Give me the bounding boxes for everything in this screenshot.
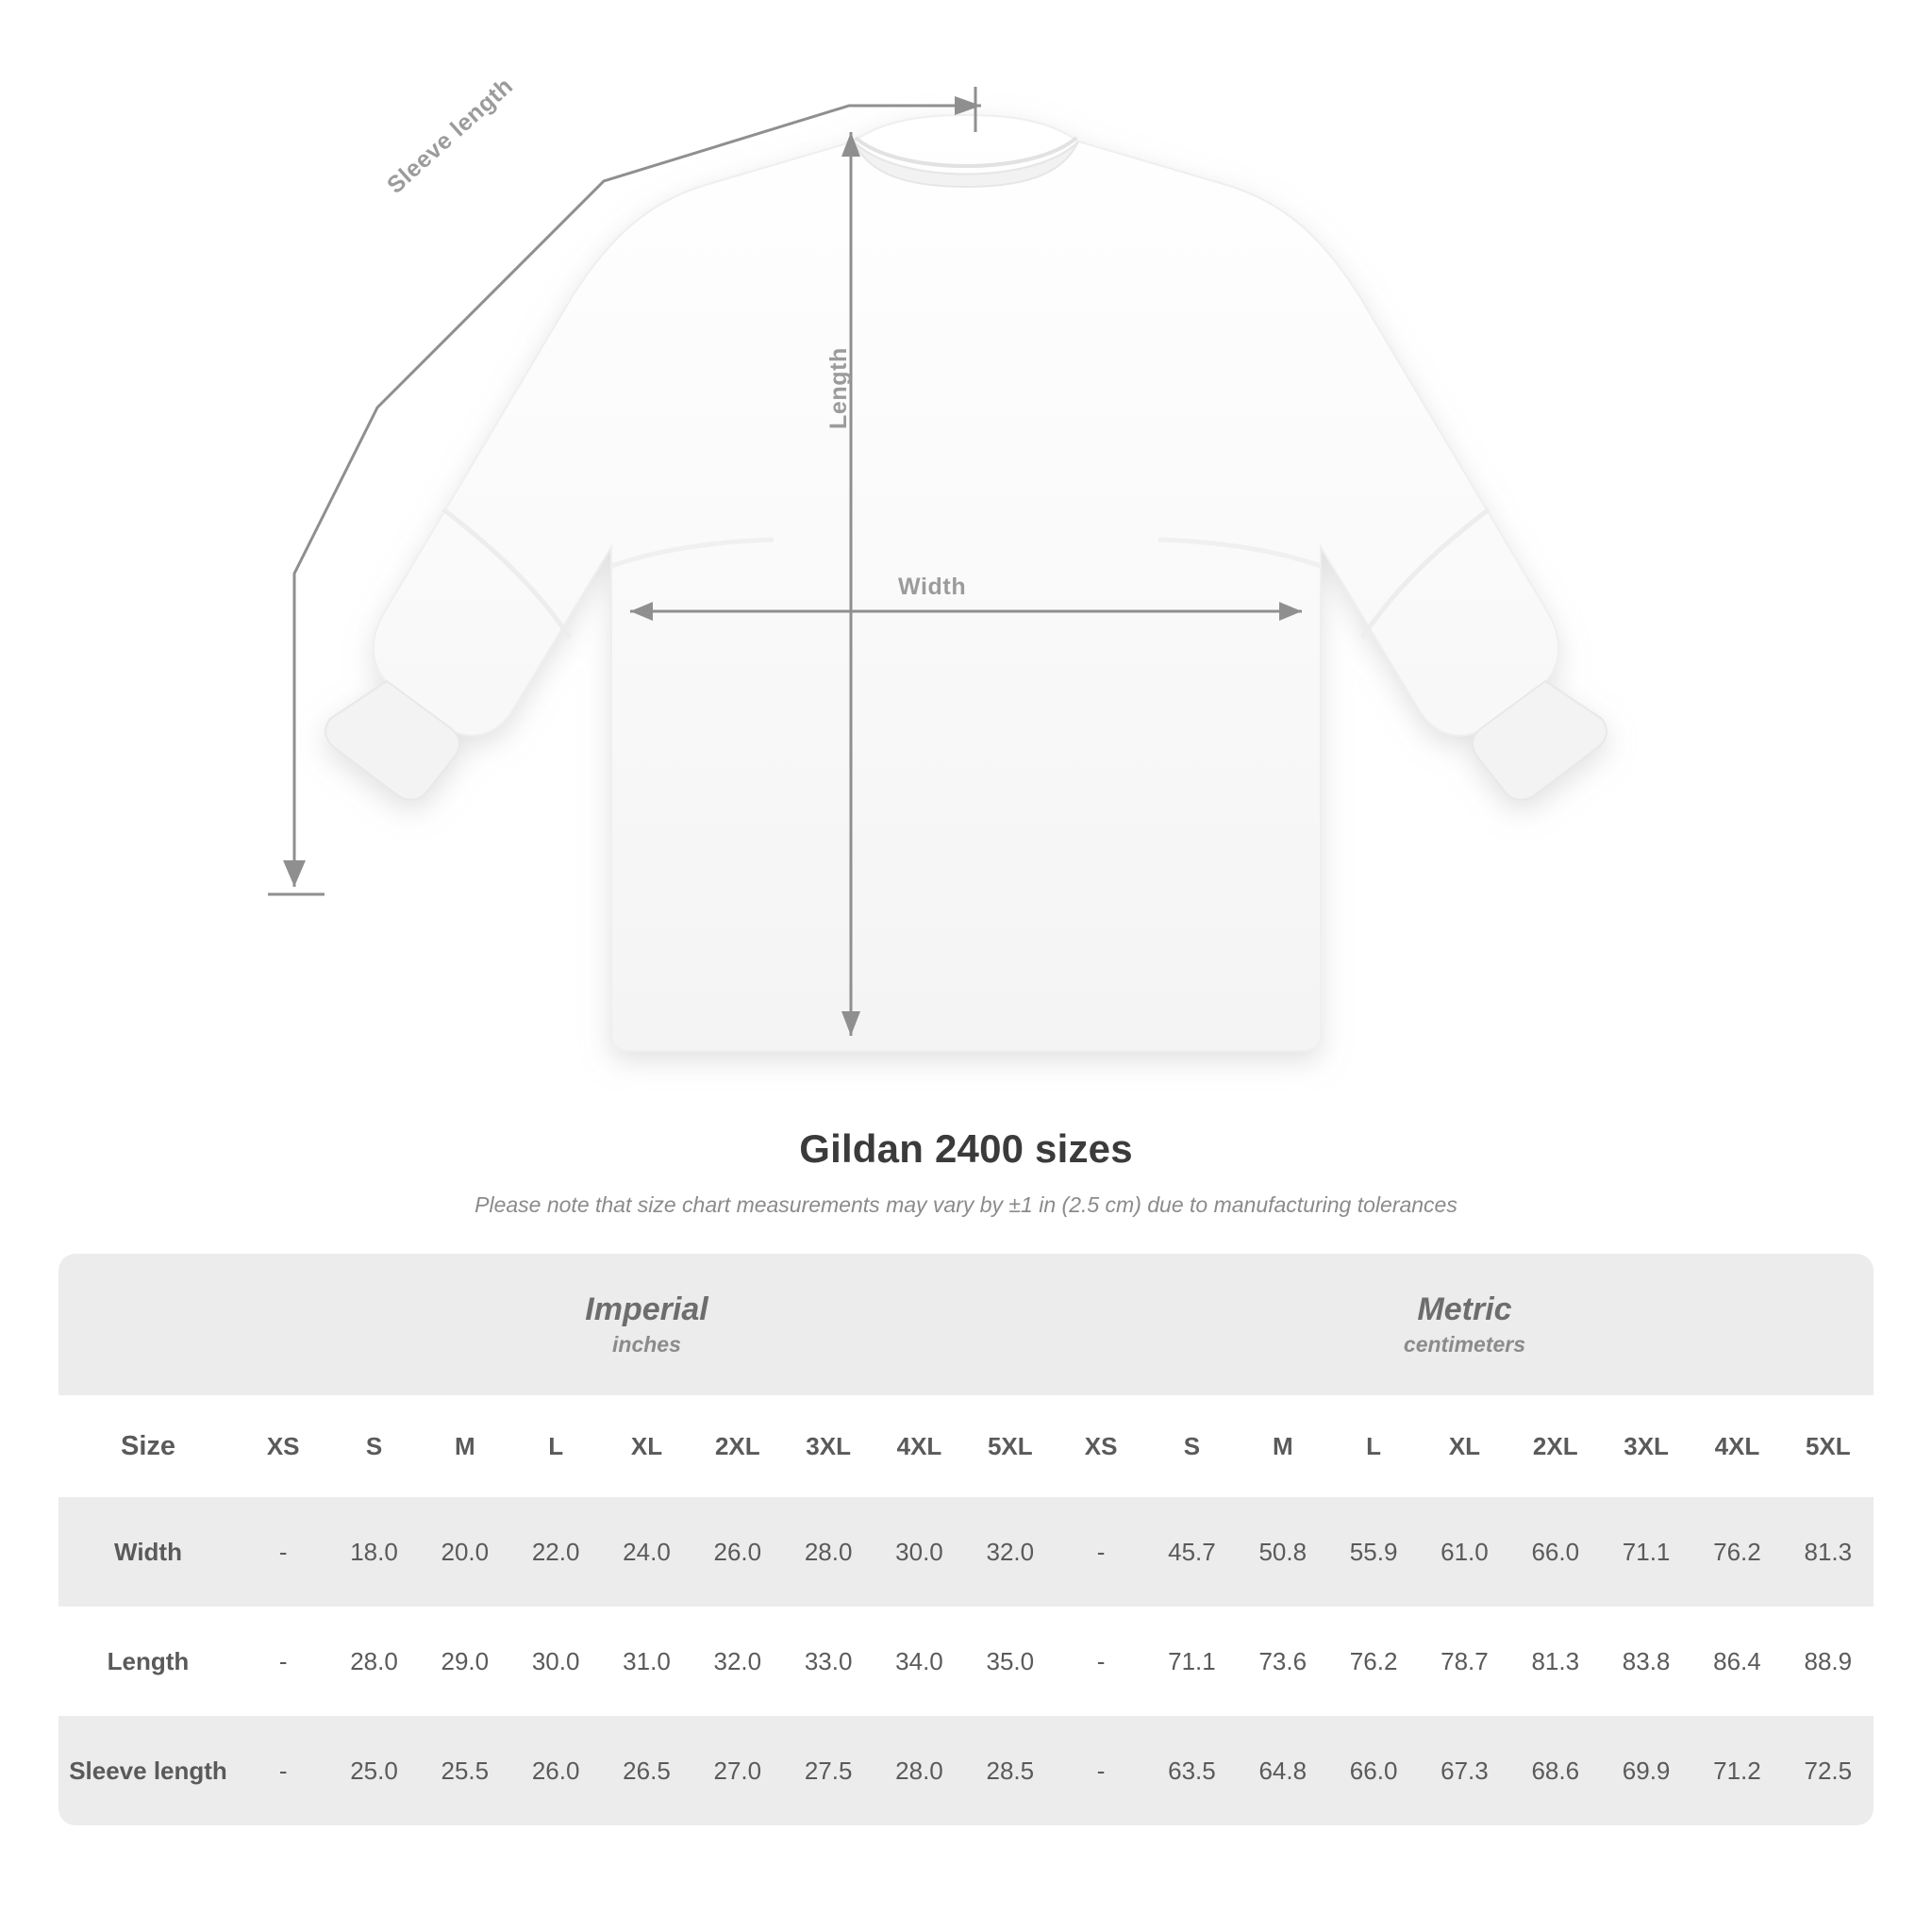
page-title: Gildan 2400 sizes [799, 1126, 1133, 1171]
cell-length-metric-xl: 78.7 [1419, 1607, 1509, 1716]
cell-length-imperial-xs: - [238, 1607, 328, 1716]
table-row [58, 1607, 1874, 1716]
col-header-metric-3xl: 3XL [1601, 1395, 1691, 1497]
cell-length-metric-2xl: 81.3 [1510, 1607, 1601, 1716]
cell-width-imperial-4xl: 30.0 [874, 1497, 964, 1607]
cell-sleeve-imperial-2xl: 27.0 [692, 1716, 783, 1825]
cell-width-metric-xs: - [1056, 1497, 1146, 1607]
col-header-imperial-2xl: 2XL [692, 1395, 783, 1497]
cell-width-metric-3xl: 71.1 [1601, 1497, 1691, 1607]
table-row [58, 1497, 1874, 1607]
cell-length-imperial-s: 28.0 [328, 1607, 419, 1716]
cell-width-imperial-l: 22.0 [510, 1497, 601, 1607]
col-header-metric-4xl: 4XL [1691, 1395, 1782, 1497]
cell-length-metric-3xl: 83.8 [1601, 1607, 1691, 1716]
imperial-sub: inches [612, 1332, 681, 1357]
cell-sleeve-metric-l: 66.0 [1328, 1716, 1419, 1825]
cell-sleeve-metric-m: 64.8 [1238, 1716, 1328, 1825]
length-dimension-label: Length [825, 347, 852, 429]
cell-length-metric-xs: - [1056, 1607, 1146, 1716]
cell-sleeve-imperial-xl: 26.5 [601, 1716, 691, 1825]
cell-width-metric-2xl: 66.0 [1510, 1497, 1601, 1607]
cell-length-metric-s: 71.1 [1146, 1607, 1237, 1716]
col-header-imperial-xl: XL [601, 1395, 691, 1497]
row-label-width: Width [58, 1497, 238, 1607]
cell-width-imperial-5xl: 32.0 [965, 1497, 1056, 1607]
cell-width-imperial-3xl: 28.0 [783, 1497, 874, 1607]
cell-sleeve-metric-3xl: 69.9 [1601, 1716, 1691, 1825]
size-header-row [58, 1395, 1874, 1497]
unit-header-imperial [238, 1254, 1056, 1395]
col-header-imperial-5xl: 5XL [965, 1395, 1056, 1497]
cell-sleeve-imperial-3xl: 27.5 [783, 1716, 874, 1825]
table-row [58, 1716, 1874, 1825]
cell-length-metric-4xl: 86.4 [1691, 1607, 1782, 1716]
col-header-imperial-s: S [328, 1395, 419, 1497]
cell-width-imperial-m: 20.0 [420, 1497, 510, 1607]
cell-width-metric-4xl: 76.2 [1691, 1497, 1782, 1607]
cell-sleeve-metric-4xl: 71.2 [1691, 1716, 1782, 1825]
size-column-header: Size [58, 1395, 238, 1497]
cell-length-metric-l: 76.2 [1328, 1607, 1419, 1716]
col-header-metric-s: S [1146, 1395, 1237, 1497]
cell-length-imperial-5xl: 35.0 [965, 1607, 1056, 1716]
unit-header-row [58, 1254, 1874, 1395]
metric-name: Metric [1417, 1291, 1512, 1327]
row-label-length: Length [58, 1607, 238, 1716]
cell-width-imperial-s: 18.0 [328, 1497, 419, 1607]
col-header-metric-l: L [1328, 1395, 1419, 1497]
metric-sub: centimeters [1403, 1332, 1526, 1357]
unit-header-spacer [58, 1254, 238, 1395]
col-header-metric-m: M [1238, 1395, 1328, 1497]
cell-sleeve-imperial-xs: - [238, 1716, 328, 1825]
col-header-imperial-4xl: 4XL [874, 1395, 964, 1497]
row-label-sleeve-length: Sleeve length [58, 1716, 238, 1825]
tolerance-note: Please note that size chart measurements may vary by ±1 in (2.5 cm) due to manufacturing tolerances [475, 1192, 1457, 1217]
col-header-imperial-3xl: 3XL [783, 1395, 874, 1497]
col-header-metric-5xl: 5XL [1783, 1395, 1874, 1497]
col-header-metric-2xl: 2XL [1510, 1395, 1601, 1497]
col-header-metric-xl: XL [1419, 1395, 1509, 1497]
cell-width-metric-m: 50.8 [1238, 1497, 1328, 1607]
col-header-imperial-l: L [510, 1395, 601, 1497]
unit-header-metric [1056, 1254, 1874, 1395]
cell-length-imperial-2xl: 32.0 [692, 1607, 783, 1716]
col-header-imperial-m: M [420, 1395, 510, 1497]
cell-sleeve-imperial-m: 25.5 [420, 1716, 510, 1825]
col-header-metric-xs: XS [1056, 1395, 1146, 1497]
title-block [0, 1126, 1932, 1218]
cell-width-metric-s: 45.7 [1146, 1497, 1237, 1607]
cell-width-imperial-2xl: 26.0 [692, 1497, 783, 1607]
cell-sleeve-imperial-l: 26.0 [510, 1716, 601, 1825]
cell-width-imperial-xl: 24.0 [601, 1497, 691, 1607]
cell-sleeve-metric-xl: 67.3 [1419, 1716, 1509, 1825]
size-table [58, 1254, 1874, 1825]
cell-length-metric-m: 73.6 [1238, 1607, 1328, 1716]
cell-sleeve-metric-xs: - [1056, 1716, 1146, 1825]
cell-length-imperial-xl: 31.0 [601, 1607, 691, 1716]
cell-sleeve-imperial-s: 25.0 [328, 1716, 419, 1825]
cell-sleeve-metric-2xl: 68.6 [1510, 1716, 1601, 1825]
cell-sleeve-metric-5xl: 72.5 [1783, 1716, 1874, 1825]
cell-sleeve-imperial-4xl: 28.0 [874, 1716, 964, 1825]
imperial-name: Imperial [585, 1291, 708, 1327]
cell-length-imperial-4xl: 34.0 [874, 1607, 964, 1716]
sleeve-length-dimension-label: Sleeve length [382, 72, 519, 199]
width-dimension-label: Width [898, 574, 967, 600]
cell-sleeve-metric-s: 63.5 [1146, 1716, 1237, 1825]
cell-width-metric-l: 55.9 [1328, 1497, 1419, 1607]
cell-width-metric-5xl: 81.3 [1783, 1497, 1874, 1607]
cell-sleeve-imperial-5xl: 28.5 [965, 1716, 1056, 1825]
cell-width-imperial-xs: - [238, 1497, 328, 1607]
cell-length-imperial-m: 29.0 [420, 1607, 510, 1716]
cell-length-imperial-3xl: 33.0 [783, 1607, 874, 1716]
cell-length-imperial-l: 30.0 [510, 1607, 601, 1716]
cell-length-metric-5xl: 88.9 [1783, 1607, 1874, 1716]
col-header-imperial-xs: XS [238, 1395, 328, 1497]
size-table-container [58, 1254, 1874, 1825]
cell-width-metric-xl: 61.0 [1419, 1497, 1509, 1607]
